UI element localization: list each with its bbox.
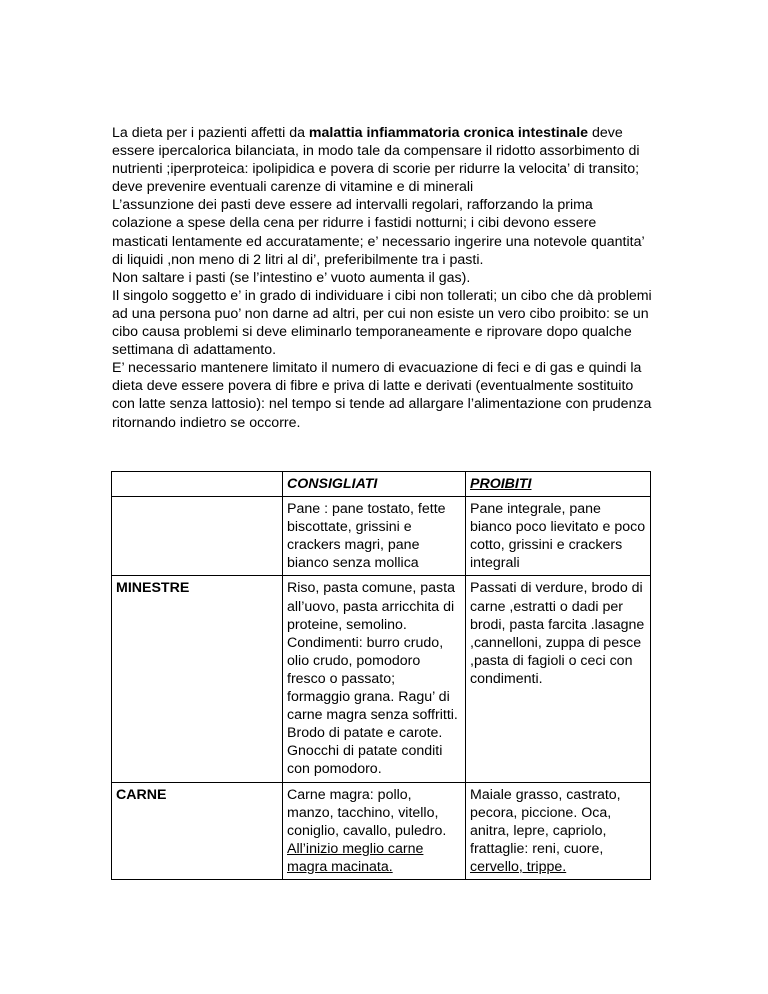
cell-proibiti xyxy=(466,576,651,782)
intro-highlight-disease: malattia infiammatoria cronica intestinale xyxy=(308,125,589,141)
intro-line1-prefix: La dieta per i pazienti affetti da xyxy=(112,125,309,141)
cell-consigliati xyxy=(283,782,466,879)
intro-paragraph-4: Il singolo soggetto e’ in grado di individuare i cibi non tollerati; un cibo che dà problemi ad una persona puo’ non darne ad altri, per cui non esiste un vero cibo proibito: se un cibo causa problemi si deve eliminarlo temporaneamente e riprovare dopo qualche settimana dì adattamento. xyxy=(112,287,652,359)
header-cell-category xyxy=(112,472,283,497)
cell-proibiti xyxy=(466,782,651,879)
header-cell-consigliati: CONSIGLIATI xyxy=(283,472,466,497)
diet-table xyxy=(111,471,651,880)
intro-paragraph-2: L’assunzione dei pasti deve essere ad intervalli regolari, rafforzando la prima colazione a spese della cena per ridurre i fastidi notturni; i cibi devono essere masticati lentamente ed accuratamente; e’ necessario ingerire una notevole quantita’ di liquidi ,non meno di 2 litri al di’, preferibilmente tra i pasti. xyxy=(112,197,645,268)
cell-consigliati xyxy=(283,576,466,782)
cell-consigliati-text: Riso, pasta comune, pasta all’uovo, pasta arricchita di proteine, semolino. Condimenti: burro crudo, olio crudo, pomodoro fresco o passato; formaggio grana. Ragu’ di carne magra senza soffritti. Brodo di patate e carote. Gnocchi di patate conditi con pomodoro. xyxy=(287,580,458,778)
table-row-pane xyxy=(112,497,651,576)
cell-consigliati-text: Pane : pane tostato, fette biscottate, grissini e crackers magri, pane bianco senza mollica xyxy=(287,501,446,572)
table-row-carne xyxy=(112,782,651,879)
cell-proibiti xyxy=(466,497,651,576)
cell-consigliati xyxy=(283,497,466,576)
table-row-minestre xyxy=(112,576,651,782)
intro-paragraph-1 xyxy=(112,124,652,196)
intro-paragraph-5: E’ necessario mantenere limitato il numero di evacuazione di feci e di gas e quindi la dieta deve essere povera di fibre e priva di latte e derivati (eventualmente sostituito con latte senza lattosio): nel tempo si tende ad allargare l’alimentazione con prudenza ritornando indietro se occorre. xyxy=(112,360,652,431)
cell-consigliati-text: Carne magra: pollo, manzo, tacchino, vitello, coniglio, cavallo, puledro. xyxy=(287,786,447,839)
intro-paragraph-1-rest: deve essere ipercalorica bilanciata, in modo tale da compensare il ridotto assorbimento di nutrienti ;iperproteica: ipolipidica e povera di scorie per ridurre la velocita’ di transito; deve prevenire eventuali carenze di vitamine e di minerali xyxy=(112,125,640,196)
cell-proibiti-underlined: cervello, trippe. xyxy=(470,858,567,875)
cell-proibiti-text: Maiale grasso, castrato, pecora, piccione. Oca, anitra, lepre, capriolo, frattaglie: reni, cuore, xyxy=(470,786,621,857)
header-cell-proibiti: PROIBITI xyxy=(466,472,651,497)
cell-consigliati-underlined: All’inizio meglio carne magra macinata. xyxy=(287,840,424,875)
intro-text xyxy=(112,124,652,432)
cell-proibiti-text: Pane integrale, pane bianco poco lievitato e poco cotto, grissini e crackers integrali xyxy=(470,501,646,572)
intro-paragraph-3: Non saltare i pasti (se l’intestino e’ vuoto aumenta il gas). xyxy=(112,269,471,286)
row-label xyxy=(112,497,283,576)
row-label: CARNE xyxy=(112,782,283,879)
row-label: MINESTRE xyxy=(112,576,283,782)
table-header-row xyxy=(112,472,651,497)
cell-proibiti-text: Passati di verdure, brodo di carne ,estratti o dadi per brodi, pasta farcita .lasagne ,cannelloni, zuppa di pesce ,pasta di fagioli o ceci con condimenti. xyxy=(470,580,645,687)
